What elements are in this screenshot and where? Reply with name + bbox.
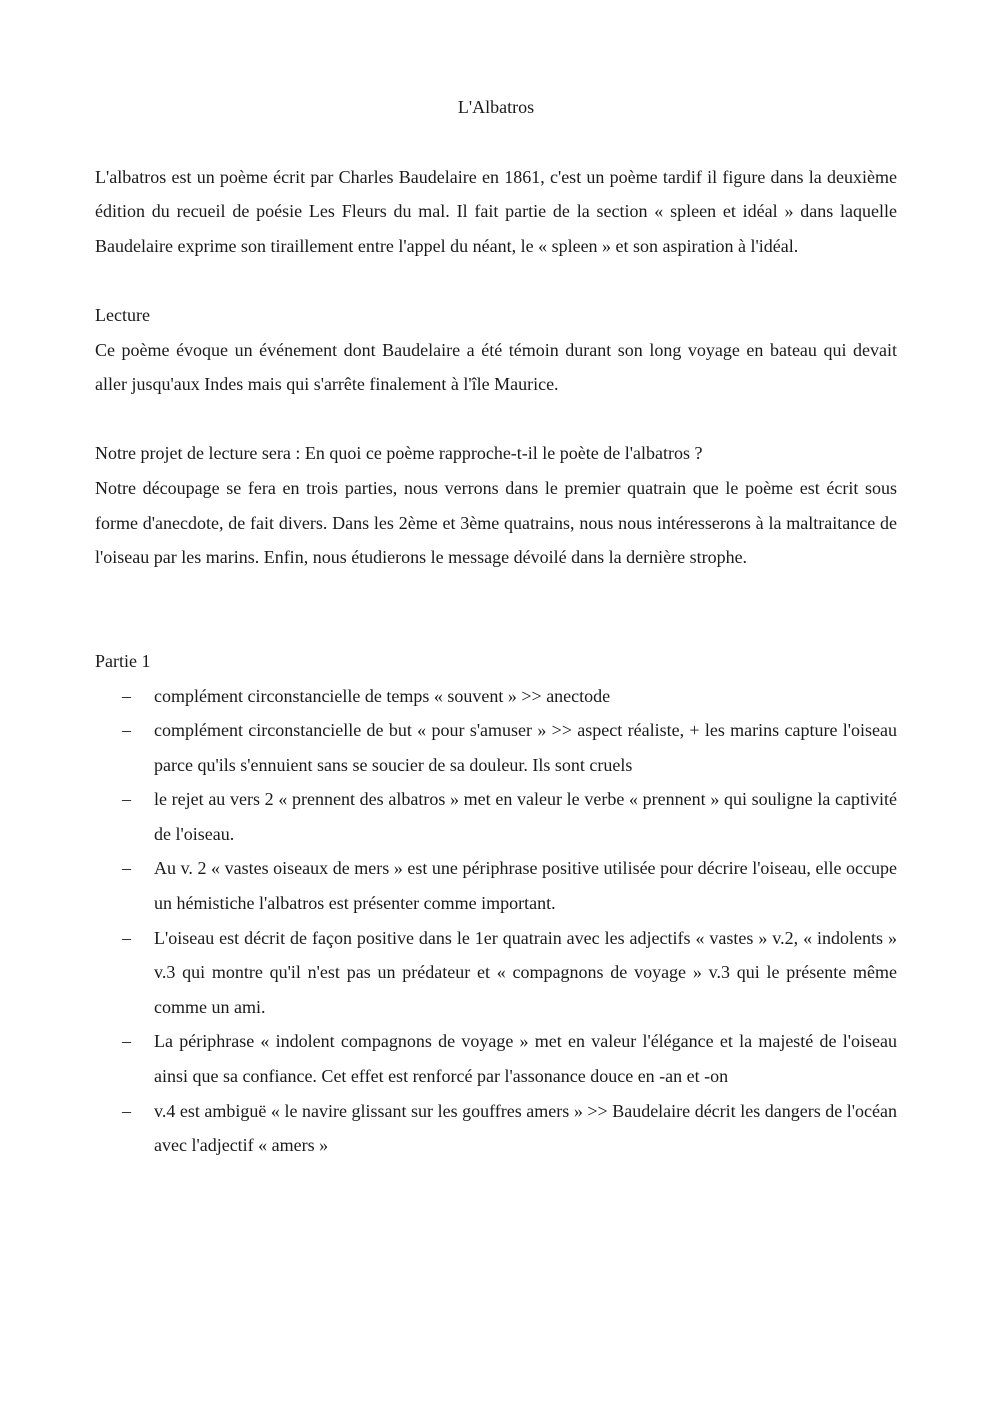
partie1-heading: Partie 1 <box>95 650 151 671</box>
list-item-text: le rejet au vers 2 « prennent des albatros » met en valeur le verbe « prennent » qui souligne la captivité de l'oiseau. <box>154 789 897 844</box>
dash-bullet-icon: – <box>122 1100 131 1121</box>
dash-bullet-icon: – <box>122 720 131 741</box>
dash-bullet-icon: – <box>122 685 131 706</box>
list-item-text: complément circonstancielle de temps « souvent » >> anectode <box>154 685 611 706</box>
list-item-text: v.4 est ambiguë « le navire glissant sur les gouffres amers » >> Baudelaire décrit les dangers de l'océan avec l'adjectif « amers » <box>154 1100 897 1156</box>
list-item <box>95 1024 897 1093</box>
list-item-text: La périphrase « indolent compagnons de voyage » met en valeur l'élégance et la majesté de l'oiseau ainsi que sa confiance. Cet effet est renforcé par l'assonance douce en -an et -on <box>154 1031 897 1087</box>
lecture-paragraph: Ce poème évoque un événement dont Baudelaire a été témoin durant son long voyage en bateau qui devait aller jusqu'aux Indes mais qui s'arrête finalement à l'île Maurice. <box>95 339 897 395</box>
list-item <box>95 679 897 714</box>
list-item <box>95 851 897 920</box>
list-item <box>95 921 897 1025</box>
dash-bullet-icon: – <box>122 789 131 810</box>
decoupage-paragraph: Notre découpage se fera en trois parties, nous verrons dans le premier quatrain que le poème est écrit sous forme d'anecdote, de fait divers. Dans les 2ème et 3ème quatrains, nous nous intéresserons à la maltraitance de l'oiseau par les marins. Enfin, nous étudierons le message dévoilé dans la dernière strophe. <box>95 477 897 568</box>
dash-bullet-icon: – <box>122 927 131 948</box>
projet-paragraph: Notre projet de lecture sera : En quoi ce poème rapproche-t-il le poète de l'albatros ? <box>95 443 703 464</box>
dash-bullet-icon: – <box>122 858 131 879</box>
list-item-text: complément circonstancielle de but « pour s'amuser » >> aspect réaliste, + les marins capture l'oiseau parce qu'ils s'ennuient sans se soucier de sa douleur. Ils sont cruels <box>154 720 897 775</box>
list-item <box>95 1094 897 1163</box>
spacer <box>95 575 897 644</box>
spacer <box>95 402 897 437</box>
intro-paragraph: L'albatros est un poème écrit par Charles Baudelaire en 1861, c'est un poème tardif il figure dans la deuxième édition du recueil de poésie Les Fleurs du mal. Il fait partie de la section « spleen et idéal » dans laquelle Baudelaire exprime son tiraillement entre l'appel du néant, le « spleen » et son aspiration à l'idéal. <box>95 166 897 256</box>
partie1-list <box>95 679 897 1163</box>
document-title: L'Albatros <box>457 97 535 117</box>
list-item-text: L'oiseau est décrit de façon positive dans le 1er quatrain avec les adjectifs « vastes » v.2, « indolents » v.3 qui montre qu'il n'est pas un prédateur et « compagnons de voyage » v.3 qui le présente même comme un ami. <box>154 927 897 1017</box>
spacer <box>95 263 897 298</box>
dash-bullet-icon: – <box>122 1031 131 1052</box>
document-body <box>95 90 897 1163</box>
list-item <box>95 782 897 851</box>
list-item <box>95 713 897 782</box>
list-item-text: Au v. 2 « vastes oiseaux de mers » est une périphrase positive utilisée pour décrire l'oiseau, elle occupe un hémistiche l'albatros est présenter comme important. <box>154 858 897 914</box>
spacer <box>95 125 897 160</box>
lecture-heading: Lecture <box>95 304 150 325</box>
